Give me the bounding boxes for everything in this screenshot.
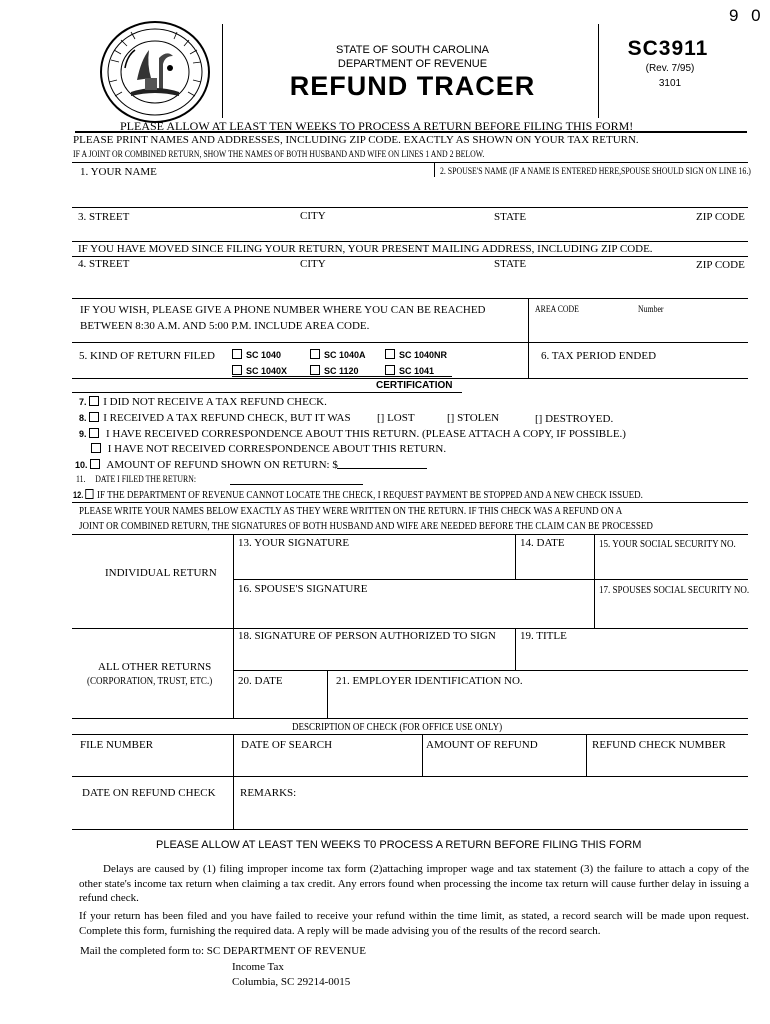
- ein21-label: 21. EMPLOYER IDENTIFICATION NO.: [336, 675, 523, 687]
- item12[interactable]: 12. IF THE DEPARTMENT OF REVENUE CANNOT LOCATE THE CHECK, I REQUEST PAYMENT BE STOPPED AND A NEW CHECK ISSUED.: [73, 489, 643, 501]
- checkbox-sc1040[interactable]: SC 1040: [232, 349, 281, 360]
- department-name: DEPARTMENT OF REVENUE: [337, 58, 488, 70]
- form-revision: (Rev. 7/95): [645, 63, 695, 74]
- kind-of-return-label: 5. KIND OF RETURN FILED: [79, 350, 215, 362]
- spouse-name-label: 2. SPOUSE'S NAME (IF A NAME IS ENTERED HERE,SPOUSE SHOULD SIGN ON LINE 16.): [440, 167, 751, 177]
- joint-return-instruction: IF A JOINT OR COMBINED RETURN, SHOW THE NAMES OF BOTH HUSBAND AND WIFE ON LINES 1 AND 2 BELOW.: [73, 150, 485, 160]
- number-label: Number: [638, 305, 664, 315]
- page-number: 9 0: [729, 6, 765, 25]
- checkbox-sc1040x[interactable]: SC 1040X: [232, 365, 287, 376]
- signature-note-2: JOINT OR COMBINED RETURN, THE SIGNATURES OF BOTH HUSBAND AND WIFE ARE NEEDED BEFORE THE CLAIM CAN BE PROCESSED: [79, 520, 653, 532]
- area-code-label: AREA CODE: [535, 305, 579, 315]
- state3-label: STATE: [494, 211, 527, 223]
- item9[interactable]: 9. I HAVE RECEIVED CORRESPONDENCE ABOUT THIS RETURN. (PLEASE ATTACH A COPY, IF POSSIBLE.): [79, 428, 626, 440]
- form-id: 3101: [658, 78, 682, 89]
- item11: 11. DATE I FILED THE RETURN:: [76, 475, 196, 485]
- spouse-signature-input[interactable]: [238, 598, 590, 624]
- allow-notice: PLEASE ALLOW AT LEAST TEN WEEKS TO PROCESS A RETURN BEFORE FILING THIS FORM!: [120, 119, 634, 133]
- delays-paragraph: Delays are caused by (1) filing improper income tax form (2)attaching improper wage and tax statement (3) the failure to attach a copy of the other state's income tax return when claiming a tax credit. Any errors found when processing the income tax return will cause further delay in issuing a refund check.: [79, 863, 749, 904]
- form-title: REFUND TRACER: [289, 71, 536, 101]
- date20-input[interactable]: [238, 690, 323, 714]
- item8[interactable]: 8. I RECEIVED A TAX REFUND CHECK, BUT IT WAS: [79, 412, 351, 424]
- print-names-instruction: PLEASE PRINT NAMES AND ADDRESSES, INCLUDING ZIP CODE. EXACTLY AS SHOWN ON YOUR TAX RETURN.: [73, 134, 639, 146]
- signature-note-1: PLEASE WRITE YOUR NAMES BELOW EXACTLY AS THEY WERE WRITTEN ON THE RETURN. IF THIS CHECK WAS A REFUND ON A: [79, 505, 623, 517]
- mail-to-line: Mail the completed form to: SC DEPARTMENT OF REVENUE: [80, 945, 366, 957]
- zip4-label: ZIP CODE: [696, 259, 745, 271]
- state4-label: STATE: [494, 258, 527, 270]
- date-of-search-label: DATE OF SEARCH: [241, 739, 333, 751]
- refund-amount-input[interactable]: [338, 456, 426, 468]
- city3-label: CITY: [300, 210, 326, 222]
- spouse-name-input[interactable]: [440, 180, 740, 200]
- footer-notice: PLEASE ALLOW AT LEAST TEN WEEKS T0 PROCESS A RETURN BEFORE FILING THIS FORM: [156, 839, 642, 851]
- file-number-label: FILE NUMBER: [80, 739, 154, 751]
- address3-input[interactable]: [140, 222, 740, 240]
- date14-label: 14. DATE: [520, 537, 565, 549]
- amount-of-refund-label: AMOUNT OF REFUND: [426, 739, 538, 751]
- ssn17-input[interactable]: [598, 598, 744, 624]
- checkbox-sc1040a[interactable]: SC 1040A: [310, 349, 366, 360]
- certification-title: CERTIFICATION: [376, 380, 453, 391]
- item9b[interactable]: I HAVE NOT RECEIVED CORRESPONDENCE ABOUT THIS RETURN.: [91, 443, 446, 455]
- street3-label: 3. STREET: [78, 211, 130, 223]
- ssn17-label: 17. SPOUSES SOCIAL SECURITY NO.: [599, 584, 750, 596]
- authorized-signature-input[interactable]: [238, 645, 510, 667]
- date14-input[interactable]: [519, 552, 591, 576]
- moved-note: IF YOU HAVE MOVED SINCE FILING YOUR RETURN, YOUR PRESENT MAILING ADDRESS, INCLUDING ZIP CODE.: [78, 243, 653, 255]
- lost-option[interactable]: [] LOST: [377, 412, 415, 424]
- individual-return-label: INDIVIDUAL RETURN: [105, 567, 217, 579]
- all-other-returns-label: ALL OTHER RETURNS: [98, 661, 212, 673]
- authorized-signature-label: 18. SIGNATURE OF PERSON AUTHORIZED TO SIGN: [238, 630, 496, 642]
- phone-instruction-2: BETWEEN 8:30 A.M. AND 5:00 P.M. INCLUDE AREA CODE.: [80, 320, 370, 332]
- your-name-input[interactable]: [200, 180, 440, 200]
- address4-input[interactable]: [140, 272, 740, 292]
- item10[interactable]: 10. AMOUNT OF REFUND SHOWN ON RETURN: $: [75, 459, 338, 471]
- state-name: STATE OF SOUTH CAROLINA: [336, 44, 489, 56]
- ein21-input[interactable]: [332, 690, 744, 714]
- zip3-label: ZIP CODE: [696, 211, 745, 223]
- title19-label: 19. TITLE: [520, 630, 567, 642]
- state-seal-logo: [97, 20, 213, 125]
- office-use-title: DESCRIPTION OF CHECK (FOR OFFICE USE ONLY): [292, 721, 503, 733]
- street4-label: 4. STREET: [78, 258, 130, 270]
- date-on-refund-check-label: DATE ON REFUND CHECK: [82, 787, 216, 799]
- address-line-1: Income Tax: [232, 961, 284, 973]
- ssn15-input[interactable]: [598, 552, 744, 576]
- record-search-paragraph: If your return has been filed and you have failed to receive your refund within the time limit, as stated, a record search will be made upon request. Complete this form, furnishing the required data. A reply will be made advising you of the results of the record search.: [79, 910, 749, 937]
- city4-label: CITY: [300, 258, 326, 270]
- tax-period-label: 6. TAX PERIOD ENDED: [541, 350, 657, 362]
- spouse-signature-label: 16. SPOUSE'S SIGNATURE: [238, 583, 368, 595]
- destroyed-option[interactable]: [] DESTROYED.: [535, 413, 614, 425]
- your-name-label: 1. YOUR NAME: [80, 166, 157, 178]
- checkbox-sc1040nr[interactable]: SC 1040NR: [385, 349, 447, 360]
- refund-check-number-label: REFUND CHECK NUMBER: [592, 739, 726, 751]
- item7[interactable]: 7. I DID NOT RECEIVE A TAX REFUND CHECK.: [79, 396, 327, 408]
- phone-number-input[interactable]: [532, 318, 742, 338]
- remarks-label: REMARKS:: [240, 787, 297, 799]
- form-code: SC3911: [627, 37, 709, 60]
- checkbox-sc1041[interactable]: SC 1041: [385, 365, 434, 376]
- your-signature-input[interactable]: [238, 552, 510, 576]
- date-filed-input[interactable]: [231, 472, 362, 484]
- corp-trust-label: (CORPORATION, TRUST, ETC.): [87, 675, 213, 687]
- ssn15-label: 15. YOUR SOCIAL SECURITY NO.: [599, 538, 736, 550]
- address-line-2: Columbia, SC 29214-0015: [232, 976, 351, 988]
- stolen-option[interactable]: [] STOLEN: [447, 412, 500, 424]
- phone-instruction-1: IF YOU WISH, PLEASE GIVE A PHONE NUMBER WHERE YOU CAN BE REACHED: [80, 304, 486, 316]
- title19-input[interactable]: [519, 645, 745, 667]
- checkbox-sc1120[interactable]: SC 1120: [310, 365, 359, 376]
- date20-label: 20. DATE: [238, 675, 283, 687]
- your-signature-label: 13. YOUR SIGNATURE: [238, 537, 350, 549]
